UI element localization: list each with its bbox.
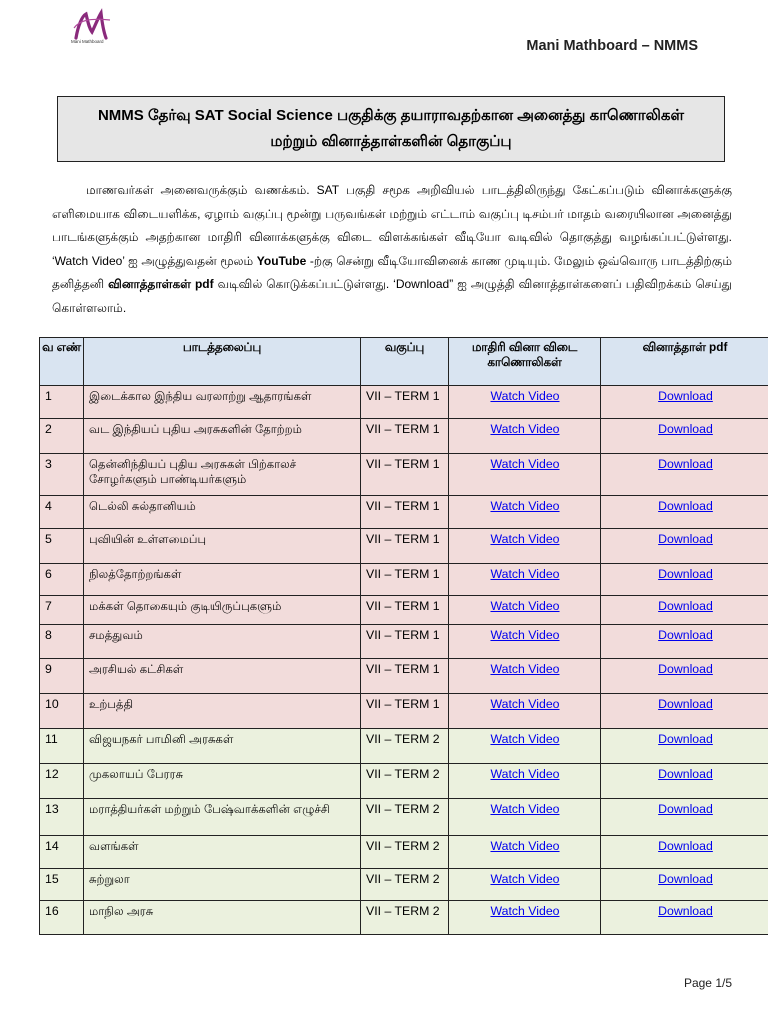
title-line-2: மற்றும் வினாத்தாள்களின் தொகுப்பு bbox=[270, 133, 512, 150]
row-class: VII – TERM 1 bbox=[361, 386, 449, 419]
row-number: 2 bbox=[40, 419, 84, 454]
row-download-cell bbox=[601, 729, 768, 764]
watch-video-link[interactable]: Watch Video bbox=[490, 567, 560, 581]
row-download-cell bbox=[601, 564, 768, 596]
row-number: 1 bbox=[40, 386, 84, 419]
row-download-cell bbox=[601, 625, 768, 659]
lessons-table bbox=[39, 337, 768, 935]
row-video-cell bbox=[449, 564, 601, 596]
row-class: VII – TERM 2 bbox=[361, 729, 449, 764]
row-number: 16 bbox=[40, 901, 84, 935]
row-topic: அரசியல் கட்சிகள் bbox=[84, 659, 361, 694]
row-topic: மாநில அரசு bbox=[84, 901, 361, 935]
table-row bbox=[40, 419, 768, 454]
header-title: Mani Mathboard – NMMS bbox=[526, 38, 698, 54]
row-topic: வளங்கள் bbox=[84, 836, 361, 869]
download-link[interactable]: Download bbox=[658, 732, 713, 746]
watch-video-link[interactable]: Watch Video bbox=[490, 389, 560, 403]
watch-video-link[interactable]: Watch Video bbox=[490, 457, 560, 471]
download-link[interactable]: Download bbox=[658, 599, 713, 613]
download-link[interactable]: Download bbox=[658, 567, 713, 581]
download-link[interactable]: Download bbox=[658, 499, 713, 513]
watch-video-link[interactable]: Watch Video bbox=[490, 599, 560, 613]
table-row bbox=[40, 764, 768, 799]
row-video-cell bbox=[449, 799, 601, 836]
row-video-cell bbox=[449, 659, 601, 694]
table-row bbox=[40, 799, 768, 836]
row-class: VII – TERM 1 bbox=[361, 496, 449, 529]
watch-video-link[interactable]: Watch Video bbox=[490, 767, 560, 781]
row-download-cell bbox=[601, 764, 768, 799]
row-video-cell bbox=[449, 496, 601, 529]
row-download-cell bbox=[601, 529, 768, 564]
row-class: VII – TERM 1 bbox=[361, 596, 449, 625]
row-number: 12 bbox=[40, 764, 84, 799]
row-class: VII – TERM 1 bbox=[361, 454, 449, 496]
title-line-1: NMMS தேர்வு SAT Social Science பகுதிக்கு தயாராவதற்கான அனைத்து காணொலிகள் bbox=[97, 107, 685, 124]
row-number: 11 bbox=[40, 729, 84, 764]
row-download-cell bbox=[601, 419, 768, 454]
row-video-cell bbox=[449, 419, 601, 454]
table-row bbox=[40, 496, 768, 529]
page-number: Page 1/5 bbox=[683, 976, 732, 990]
watch-video-link[interactable]: Watch Video bbox=[490, 532, 560, 546]
row-class: VII – TERM 2 bbox=[361, 764, 449, 799]
row-topic: மராத்தியர்கள் மற்றும் பேஷ்வாக்களின் எழுச்சி bbox=[84, 799, 361, 836]
table-row bbox=[40, 454, 768, 496]
row-class: VII – TERM 1 bbox=[361, 694, 449, 729]
download-link[interactable]: Download bbox=[658, 532, 713, 546]
watch-video-link[interactable]: Watch Video bbox=[490, 697, 560, 711]
row-class: VII – TERM 2 bbox=[361, 869, 449, 901]
row-download-cell bbox=[601, 901, 768, 935]
watch-video-link[interactable]: Watch Video bbox=[490, 802, 560, 816]
row-class: VII – TERM 2 bbox=[361, 799, 449, 836]
row-number: 14 bbox=[40, 836, 84, 869]
row-topic: இடைக்கால இந்திய வரலாற்று ஆதாரங்கள் bbox=[84, 386, 361, 419]
row-class: VII – TERM 1 bbox=[361, 625, 449, 659]
download-link[interactable]: Download bbox=[658, 802, 713, 816]
download-link[interactable]: Download bbox=[658, 389, 713, 403]
row-topic: டெல்லி சுல்தானியம் bbox=[84, 496, 361, 529]
header-video: மாதிரி வினா விடை காணொலிகள் bbox=[449, 338, 601, 386]
watch-video-link[interactable]: Watch Video bbox=[490, 499, 560, 513]
watch-video-link[interactable]: Watch Video bbox=[490, 628, 560, 642]
download-link[interactable]: Download bbox=[658, 697, 713, 711]
row-number: 10 bbox=[40, 694, 84, 729]
row-download-cell bbox=[601, 496, 768, 529]
row-video-cell bbox=[449, 386, 601, 419]
row-class: VII – TERM 1 bbox=[361, 419, 449, 454]
header-serial-number: வ எண் bbox=[40, 338, 84, 386]
row-download-cell bbox=[601, 386, 768, 419]
row-download-cell bbox=[601, 596, 768, 625]
download-link[interactable]: Download bbox=[658, 422, 713, 436]
row-download-cell bbox=[601, 694, 768, 729]
row-topic: மக்கள் தொகையும் குடியிருப்புகளும் bbox=[84, 596, 361, 625]
row-video-cell bbox=[449, 596, 601, 625]
watch-video-link[interactable]: Watch Video bbox=[490, 422, 560, 436]
row-number: 13 bbox=[40, 799, 84, 836]
table-row bbox=[40, 625, 768, 659]
mani-mathboard-logo bbox=[70, 8, 114, 52]
row-topic: முகலாயப் பேரரசு bbox=[84, 764, 361, 799]
row-number: 6 bbox=[40, 564, 84, 596]
watch-video-link[interactable]: Watch Video bbox=[490, 872, 560, 886]
table-row bbox=[40, 659, 768, 694]
document-title-box bbox=[57, 96, 725, 162]
row-topic: சமத்துவம் bbox=[84, 625, 361, 659]
table-row bbox=[40, 529, 768, 564]
header-class: வகுப்பு bbox=[361, 338, 449, 386]
row-video-cell bbox=[449, 529, 601, 564]
intro-bold-pdf: வினாத்தாள்கள் pdf bbox=[108, 277, 214, 291]
download-link[interactable]: Download bbox=[658, 628, 713, 642]
table-row bbox=[40, 836, 768, 869]
row-video-cell bbox=[449, 836, 601, 869]
intro-text-3: வடிவில் கொடுக்கப்பட்டுள்ளது. ‘Download” ஐ அழுத்தி வினாத்தாள்களைப் பதிவிறக்கம் செய்து கொள்ளலாம். bbox=[52, 277, 733, 315]
row-number: 5 bbox=[40, 529, 84, 564]
row-class: VII – TERM 1 bbox=[361, 564, 449, 596]
row-video-cell bbox=[449, 764, 601, 799]
row-download-cell bbox=[601, 659, 768, 694]
download-link[interactable]: Download bbox=[658, 767, 713, 781]
download-link[interactable]: Download bbox=[658, 904, 713, 918]
table-row bbox=[40, 596, 768, 625]
row-number: 15 bbox=[40, 869, 84, 901]
row-number: 9 bbox=[40, 659, 84, 694]
row-topic: வட இந்தியப் புதிய அரசுகளின் தோற்றம் bbox=[84, 419, 361, 454]
watch-video-link[interactable]: Watch Video bbox=[490, 904, 560, 918]
download-link[interactable]: Download bbox=[658, 872, 713, 886]
row-video-cell bbox=[449, 625, 601, 659]
row-topic: சுற்றுலா bbox=[84, 869, 361, 901]
row-video-cell bbox=[449, 694, 601, 729]
row-topic: தென்னிந்தியப் புதிய அரசுகள் பிற்காலச் சோழர்களும் பாண்டியர்களும் bbox=[84, 454, 361, 496]
row-topic: புவியின் உள்ளமைப்பு bbox=[84, 529, 361, 564]
row-number: 7 bbox=[40, 596, 84, 625]
row-video-cell bbox=[449, 454, 601, 496]
row-video-cell bbox=[449, 729, 601, 764]
row-topic: உற்பத்தி bbox=[84, 694, 361, 729]
row-number: 4 bbox=[40, 496, 84, 529]
table-row bbox=[40, 386, 768, 419]
row-class: VII – TERM 2 bbox=[361, 901, 449, 935]
table-row bbox=[40, 901, 768, 935]
intro-text-1: மாணவர்கள் அனைவருக்கும் வணக்கம். SAT பகுதி சமூக அறிவியல் பாடத்திலிருந்து கேட்கப்படும் வினாக்களுக்கு எளிமையாக விடையளிக்க, ஏழாம் வகுப்பு மூன்று பருவங்கள் மற்றும் எட்டாம் வகுப்பு டிசம்பர் மாதம் வரையிலான அனைத்து பாடங்களுக்கும் அதற்கான மாதிரி வினாக்களுக்கு விடை விளக்கங்கள் வீடியோ வடிவில் தொகுத்து வழங்கப்பட்டுள்ளது. ‘Watch Video’ ஐ அழுத்துவதன் மூலம் bbox=[52, 183, 733, 268]
row-number: 3 bbox=[40, 454, 84, 496]
logo-text: Mani Mathboard bbox=[71, 39, 104, 44]
table-header-row bbox=[40, 338, 768, 386]
row-video-cell bbox=[449, 901, 601, 935]
row-number: 8 bbox=[40, 625, 84, 659]
row-download-cell bbox=[601, 454, 768, 496]
table-row bbox=[40, 564, 768, 596]
row-class: VII – TERM 2 bbox=[361, 836, 449, 869]
download-link[interactable]: Download bbox=[658, 662, 713, 676]
row-class: VII – TERM 1 bbox=[361, 659, 449, 694]
row-video-cell bbox=[449, 869, 601, 901]
intro-paragraph bbox=[52, 179, 732, 320]
intro-text-2: -ற்கு சென்று வீடியோவினைக் காண முடியும். மேலும் ஒவ்வொரு பாடத்திற்கும் தனித்தனி bbox=[52, 253, 733, 291]
row-topic: நிலத்தோற்றங்கள் bbox=[84, 564, 361, 596]
row-class: VII – TERM 1 bbox=[361, 529, 449, 564]
watch-video-link[interactable]: Watch Video bbox=[490, 839, 560, 853]
download-link[interactable]: Download bbox=[658, 839, 713, 853]
header-topic: பாடத்தலைப்பு bbox=[84, 338, 361, 386]
row-download-cell bbox=[601, 799, 768, 836]
row-download-cell bbox=[601, 869, 768, 901]
download-link[interactable]: Download bbox=[658, 457, 713, 471]
table-row bbox=[40, 869, 768, 901]
row-download-cell bbox=[601, 836, 768, 869]
header-pdf: வினாத்தாள் pdf bbox=[601, 338, 768, 386]
intro-youtube: YouTube bbox=[256, 253, 307, 268]
row-topic: விஜயநகர் பாமினி அரசுகள் bbox=[84, 729, 361, 764]
table-row bbox=[40, 729, 768, 764]
table-row bbox=[40, 694, 768, 729]
watch-video-link[interactable]: Watch Video bbox=[490, 662, 560, 676]
watch-video-link[interactable]: Watch Video bbox=[490, 732, 560, 746]
